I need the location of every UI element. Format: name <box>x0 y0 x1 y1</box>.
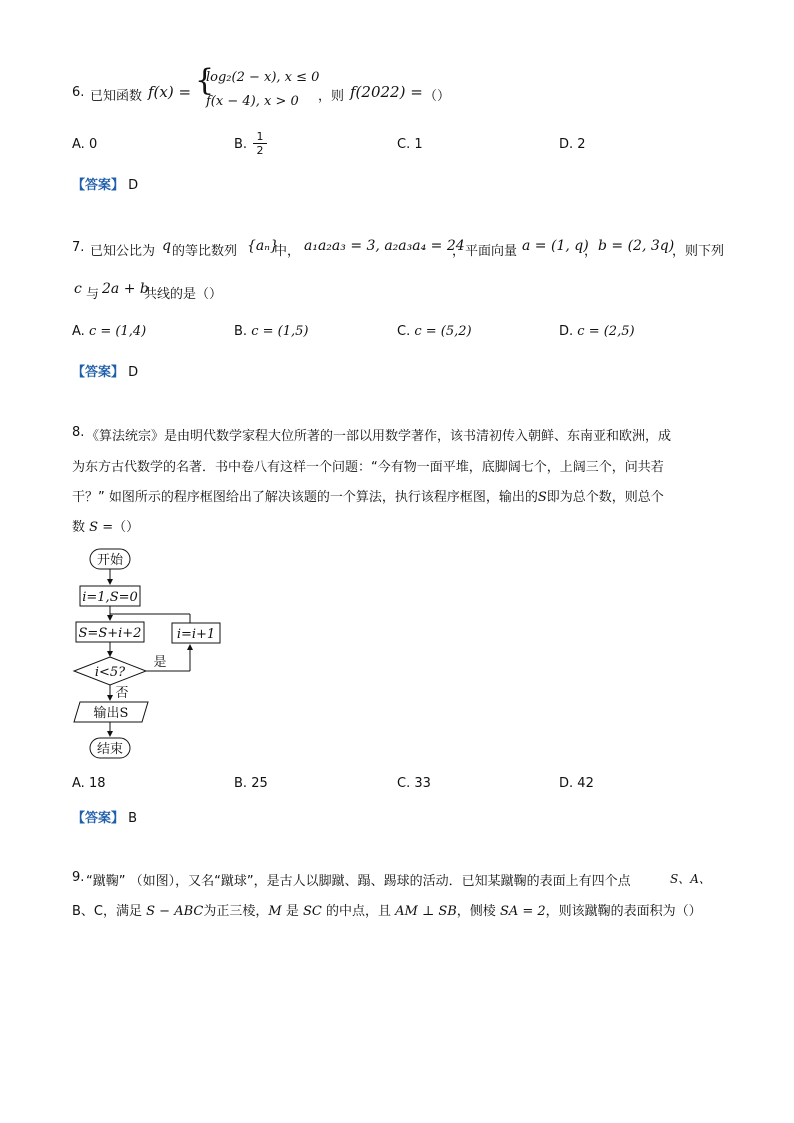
question-text-line-2: B、C，满足 S − ABC为正三棱，M 是 SC 的中点，且 AM ⊥ SB，侧棱 SA = 2，则该蹴鞠的表面积为（） <box>72 904 702 919</box>
question-number: 7. <box>72 240 85 255</box>
answer-line: 【答案】 D <box>72 178 139 193</box>
option-d: D. 42 <box>559 776 594 791</box>
option-d: D. c = (2,5) <box>559 324 635 339</box>
flow-end-label: 结束 <box>96 742 124 757</box>
brace: { <box>195 63 215 98</box>
question-text: ， <box>584 244 598 259</box>
option-b-label: B. <box>234 137 248 152</box>
flow-update-s-label: S=S+i+2 <box>78 626 142 641</box>
question-text-line-1: 《算法统宗》是由明代数学家程大位所著的一部以用数学著作，该书清初传入朝鲜、东南亚和欧洲，成 <box>86 429 672 444</box>
math-expression: a = (1, q) <box>522 238 589 254</box>
option-b-fraction <box>253 130 267 157</box>
option-c: C. 33 <box>397 776 431 791</box>
flow-no-label: 否 <box>115 686 129 701</box>
question-text-line-3: 干？” 如图所示的程序框图给出了解决该题的一个算法，执行该程序框图，输出的S即为总个数，则总个 <box>72 490 664 505</box>
math-expression: q <box>162 238 171 254</box>
question-text-line-2: 为东方古代数学的名著．书中卷八有这样一个问题：“今有物一面平堆，底脚阔七个，上阔三个，问共若 <box>72 460 664 475</box>
option-a: A. 18 <box>72 776 106 791</box>
option-c: C. 1 <box>397 137 423 152</box>
question-text: 已知公比为 <box>90 244 156 259</box>
question-number: 8. <box>72 425 85 440</box>
math-expression: {aₙ} <box>247 238 279 254</box>
question-text: 已知函数 <box>90 89 143 104</box>
math-expression: S、A、 <box>670 872 711 886</box>
question-text: 共线的是（） <box>144 287 223 302</box>
option-b: B. 25 <box>234 776 268 791</box>
answer-blank: （） <box>424 89 451 104</box>
piecewise-case-1: log₂(2 − x), x ≤ 0 <box>206 70 320 85</box>
math-expression: f(x) = <box>148 83 192 101</box>
question-text-line-1: “蹴鞠” （如图），又名“蹴球”，是古人以脚蹴、蹋、踢球的活动．已知某蹴鞠的表面上有四个点 <box>86 874 631 889</box>
option-b: B. c = (1,5) <box>234 324 309 339</box>
question-text: 中， <box>274 244 301 259</box>
option-a: A. 0 <box>72 137 98 152</box>
fraction-denominator: 2 <box>256 144 264 157</box>
fraction-numerator: 1 <box>253 130 267 144</box>
piecewise-case-2: f(x − 4), x > 0 <box>206 94 299 109</box>
option-d: D. 2 <box>559 137 586 152</box>
flow-update-i-label: i=i+1 <box>176 627 216 642</box>
flow-start-label: 开始 <box>96 553 124 568</box>
question-text: 的等比数列 <box>172 244 238 259</box>
question-text: 与 <box>86 287 100 302</box>
answer-line: 【答案】 D <box>72 365 139 380</box>
flow-condition-label: i<5? <box>94 665 126 680</box>
math-expression: f(2022) = <box>350 83 423 101</box>
math-expression: c <box>74 281 82 297</box>
question-text: ，则 <box>318 89 345 104</box>
question-text: ，平面向量 <box>452 244 518 259</box>
math-expression: a₁a₂a₃ = 3, a₂a₃a₄ = 24 <box>304 238 465 254</box>
question-text-line-4: 数 S =（） <box>72 520 140 535</box>
option-a: A. c = (1,4) <box>72 324 147 339</box>
question-number: 6. <box>72 85 85 100</box>
math-expression: 2a + b <box>102 281 149 297</box>
flow-init-label: i=1,S=0 <box>82 590 138 605</box>
flowchart <box>68 544 228 766</box>
question-number: 9. <box>72 870 85 885</box>
option-c: C. c = (5,2) <box>397 324 472 339</box>
flow-output-label: 输出S <box>93 706 129 721</box>
question-text: ，则下列 <box>672 244 725 259</box>
answer-line: 【答案】 B <box>72 811 138 826</box>
flow-yes-label: 是 <box>153 655 167 670</box>
math-expression: b = (2, 3q) <box>598 238 675 254</box>
